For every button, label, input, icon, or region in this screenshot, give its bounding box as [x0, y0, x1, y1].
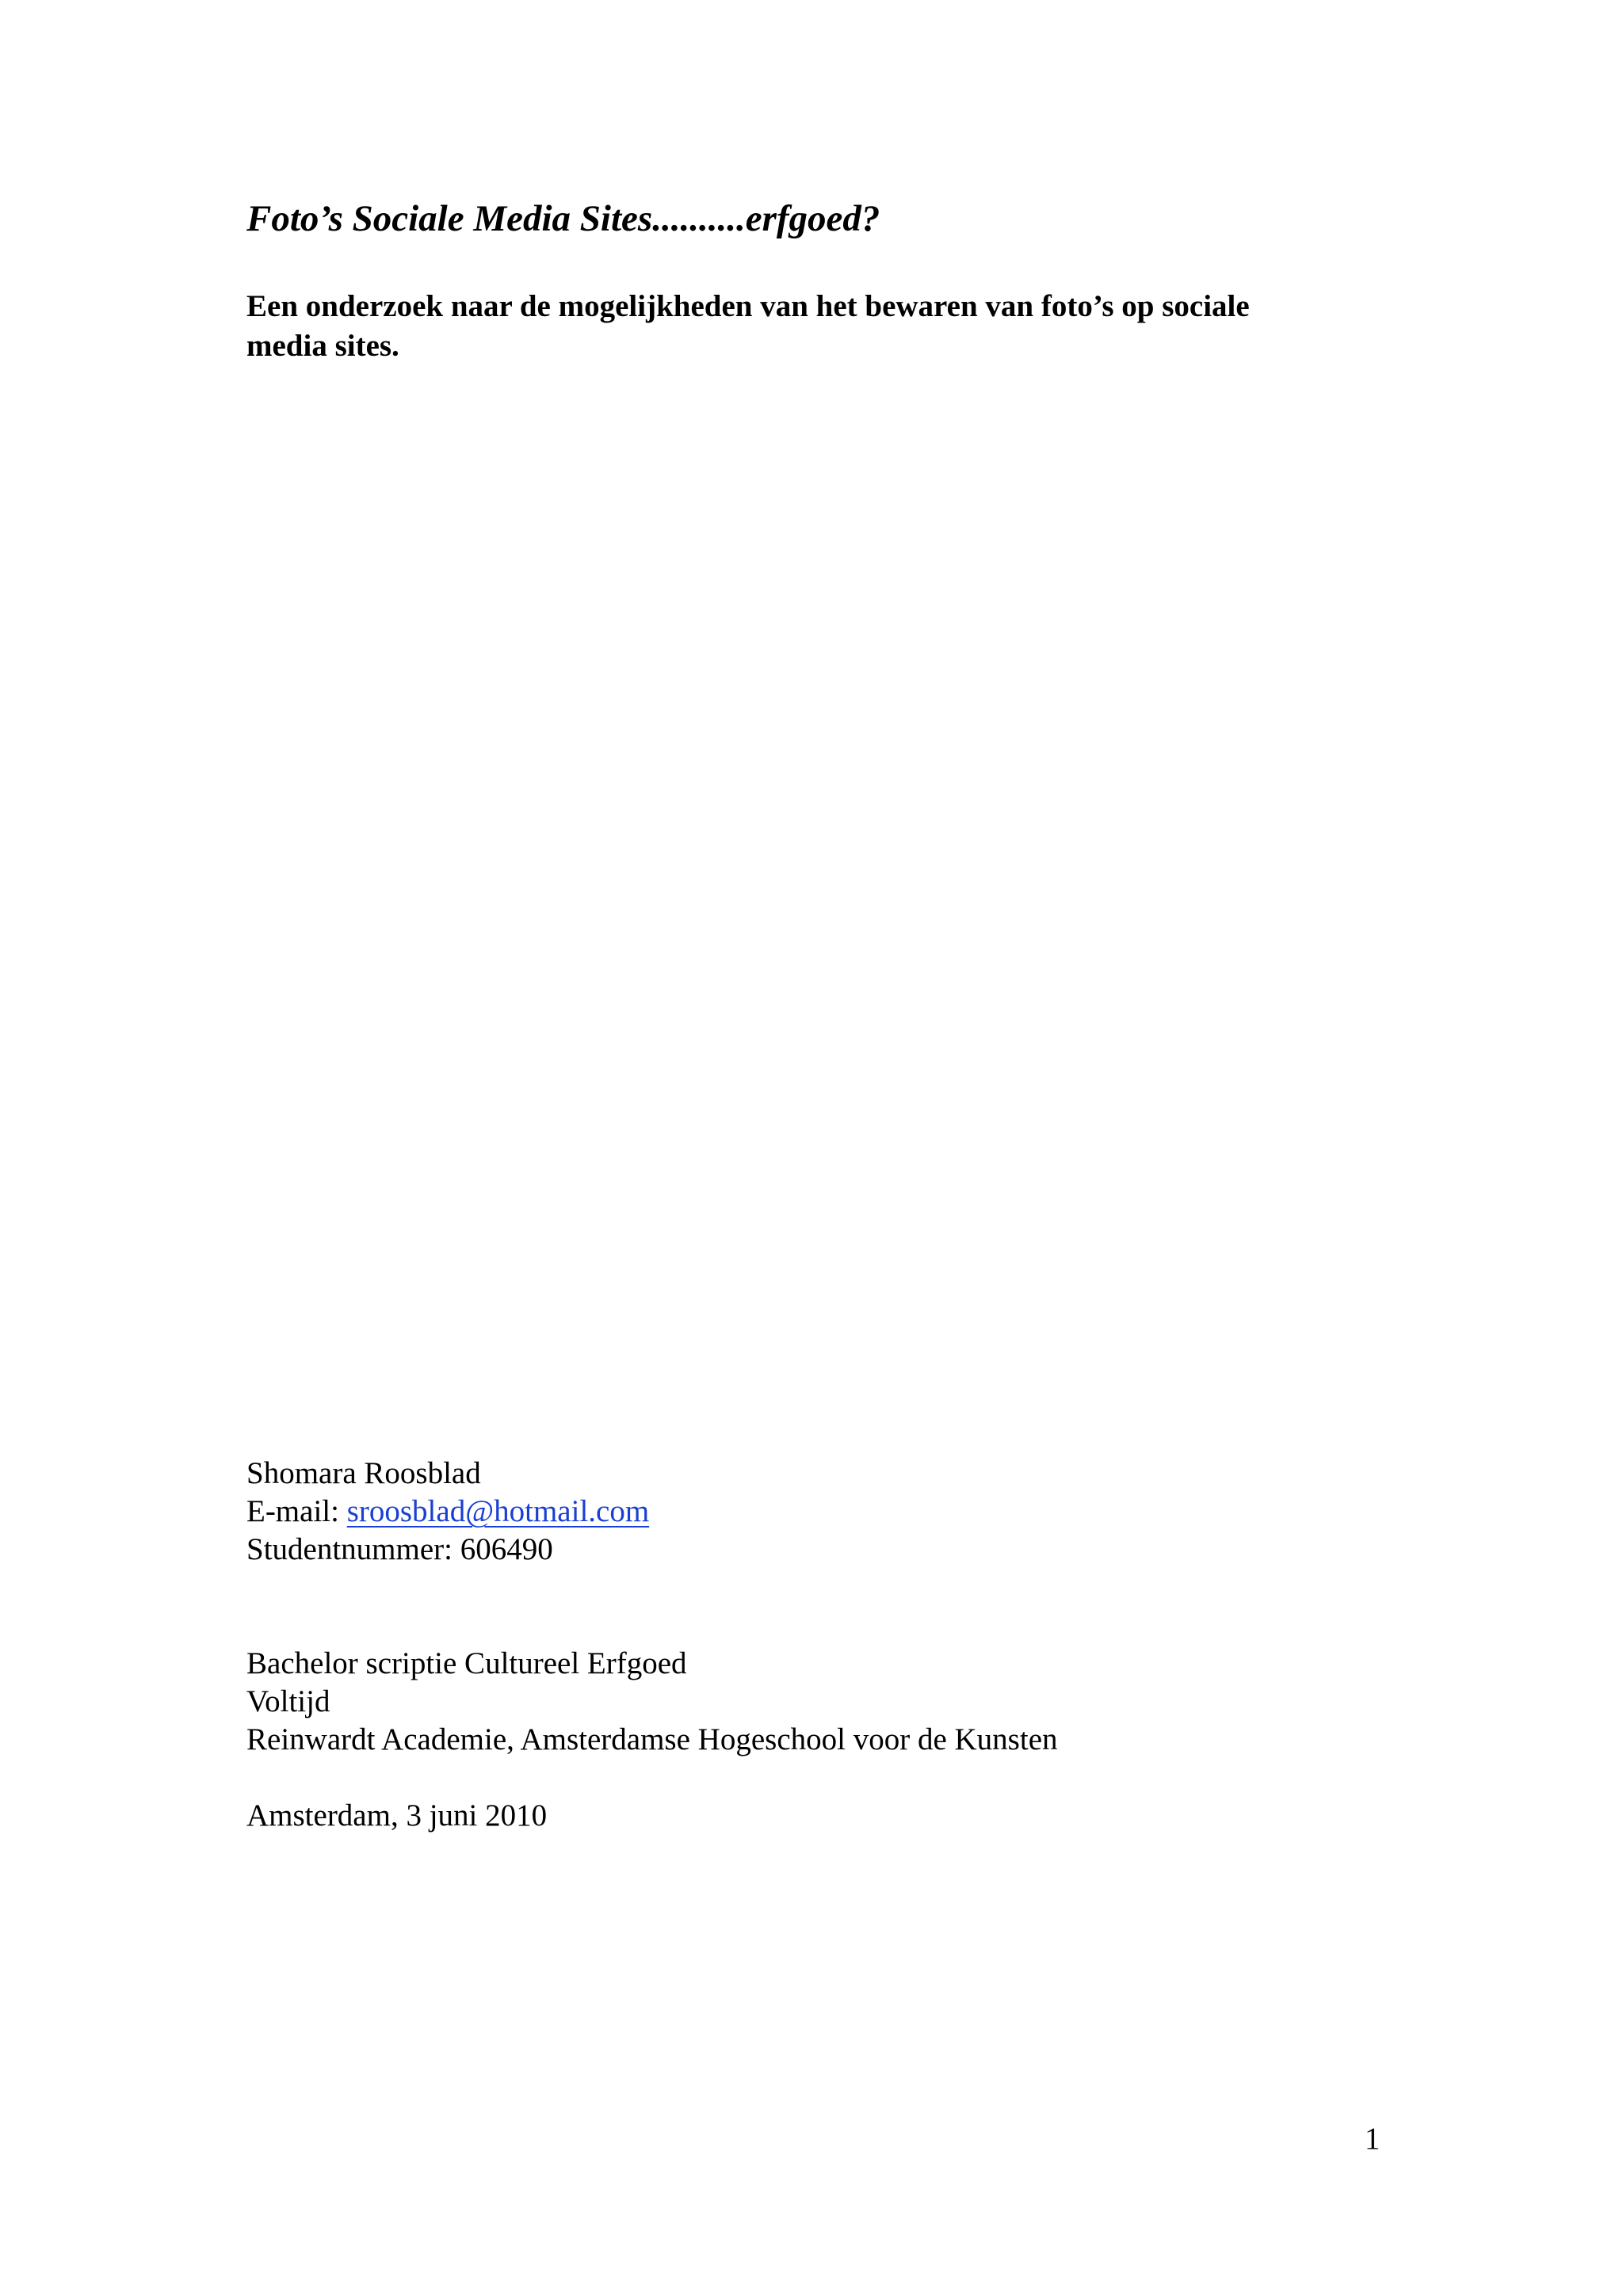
institution: Reinwardt Academie, Amsterdamse Hogeschool voor de Kunsten [246, 1722, 1058, 1756]
page-number: 1 [1365, 2122, 1381, 2156]
place-date: Amsterdam, 3 juni 2010 [246, 1798, 548, 1833]
email-line [246, 1493, 649, 1531]
document-title: Foto’s Sociale Media Sites..........erfgoed? [246, 198, 880, 239]
study-block [246, 1645, 1058, 1759]
author-block [246, 1455, 649, 1569]
student-number: Studentnummer: 606490 [246, 1532, 553, 1566]
document-subtitle [246, 287, 1388, 366]
subtitle-line-1: Een onderzoek naar de mogelijkheden van het bewaren van foto’s op sociale [246, 289, 1250, 323]
subtitle-line-2: media sites. [246, 329, 399, 363]
date-block [246, 1797, 547, 1835]
thesis-type: Bachelor scriptie Cultureel Erfgoed [246, 1646, 687, 1680]
author-name: Shomara Roosblad [246, 1456, 481, 1490]
email-label: E-mail: [246, 1494, 347, 1528]
email-link[interactable]: sroosblad@hotmail.com [346, 1494, 650, 1528]
study-mode: Voltijd [246, 1684, 330, 1718]
